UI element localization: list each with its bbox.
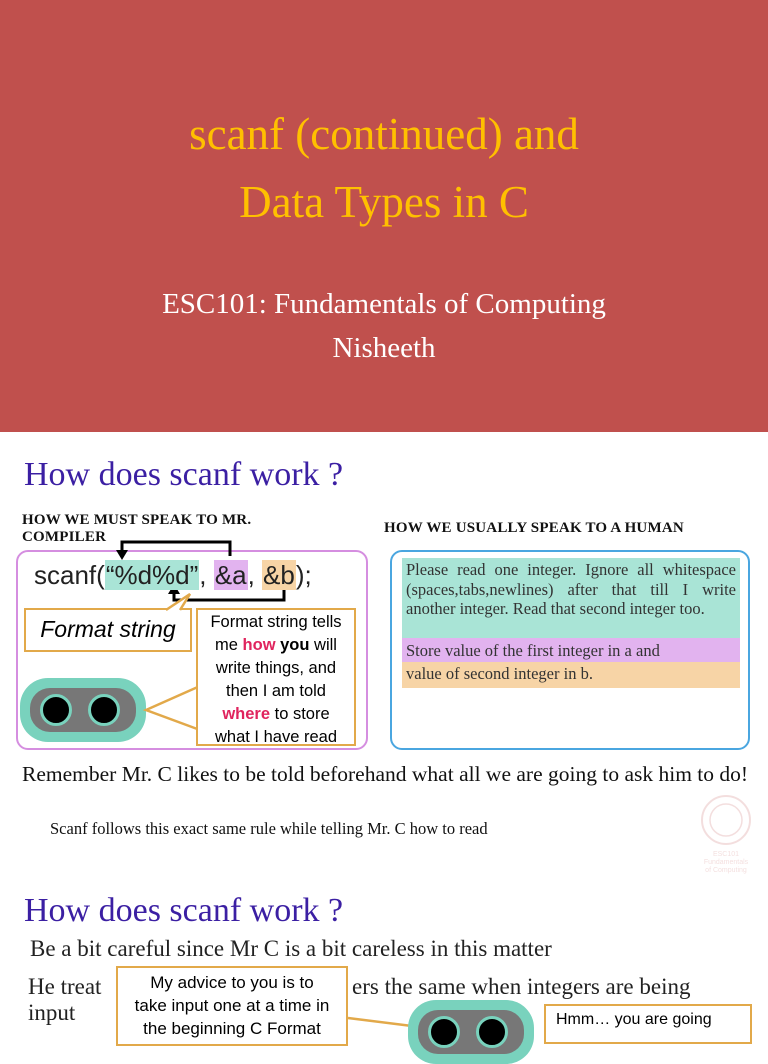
bubble-tail [146,686,200,730]
slide-heading: How does scanf work ? [24,456,344,493]
human-label: HOW WE USUALLY SPEAK TO A HUMAN [384,520,684,536]
human-instruction-read: Please read one integer. Ignore all whitespace (spaces,tabs,newlines) after that till I write another integer. Read that second integer too. [402,558,740,638]
code-suffix: ); [295,560,312,590]
advice-pointer [346,1012,416,1032]
hmm-callout: Hmm… you are going [544,1004,752,1044]
watermark-line: ESC101 Fundamentals [703,851,749,866]
bubble-pointer [142,682,202,734]
arrowhead-down [116,550,128,560]
scanf-slide [0,432,768,874]
careful-text: Be a bit careful since Mr C is a bit careless in this matter [30,936,552,961]
format-string-callout: Format string [24,608,192,652]
callout-tail [166,594,190,610]
course-name: ESC101: Fundamentals of Computing [162,288,606,320]
title-line-2: Data Types in C [239,177,529,227]
robot-right-eye [88,694,120,726]
bubble-line: then I am told [226,682,326,700]
compiler-label-line-2: COMPILER [22,529,107,545]
robot-left-eye [428,1016,460,1048]
robot-left-eye [40,694,72,726]
watermark-line: of Computing [705,867,747,874]
input-text: input [28,1000,76,1025]
bubble-line: Format string tells [210,613,342,631]
treats-text-end: ers the same when integers are being [352,974,691,999]
title-slide [0,0,768,432]
scanf-rule-text: Scanf follows this exact same rule while telling Mr. C how to read [50,819,488,838]
code-format-string: “%d%d” [105,560,199,590]
arrow-to-format-first [122,542,230,556]
author-name: Nisheeth [332,332,436,364]
code-separator: , [247,560,263,590]
human-instruction-store-a: Store value of the first integer in a and [402,638,740,662]
treats-text-start: He treat [28,974,102,999]
title-line-1: scanf (continued) and [189,109,579,159]
robot-right-eye [476,1016,508,1048]
bubble-line: where to store [222,705,330,723]
remember-text: Remember Mr. C likes to be told beforehand what all we are going to ask him to do! [22,762,749,786]
code-arg-a: &a [214,560,247,590]
institute-watermark [690,794,762,874]
code-separator: , [199,560,214,590]
advice-line: My advice to you is to [150,973,314,992]
advice-tail [348,1018,412,1026]
compiler-label-line-1: HOW WE MUST SPEAK TO MR. [22,512,252,528]
slide-heading: How does scanf work ? [24,892,344,929]
bubble-line: write things, and [215,659,337,677]
scanf-slide-continued [0,870,768,1038]
bubble-line: what I have read [215,728,337,746]
advice-callout [116,966,348,1046]
robot-mr-c [408,1000,534,1064]
advice-line: take input one at a time in [134,996,330,1015]
code-arg-b: &b [263,560,295,590]
scanf-code [34,560,312,591]
code-prefix: scanf( [34,560,105,590]
format-explanation-bubble [196,608,356,746]
robot-mr-c [20,678,146,742]
seal-icon [690,794,762,846]
emphasis-where: where [222,705,271,723]
human-instruction-store-b: value of second integer in b. [402,662,740,688]
advice-line: the beginning C Format [143,1019,321,1038]
emphasis-how: how [242,636,276,654]
bubble-line: me how you will [215,636,337,654]
emphasis-you: you [280,636,310,654]
